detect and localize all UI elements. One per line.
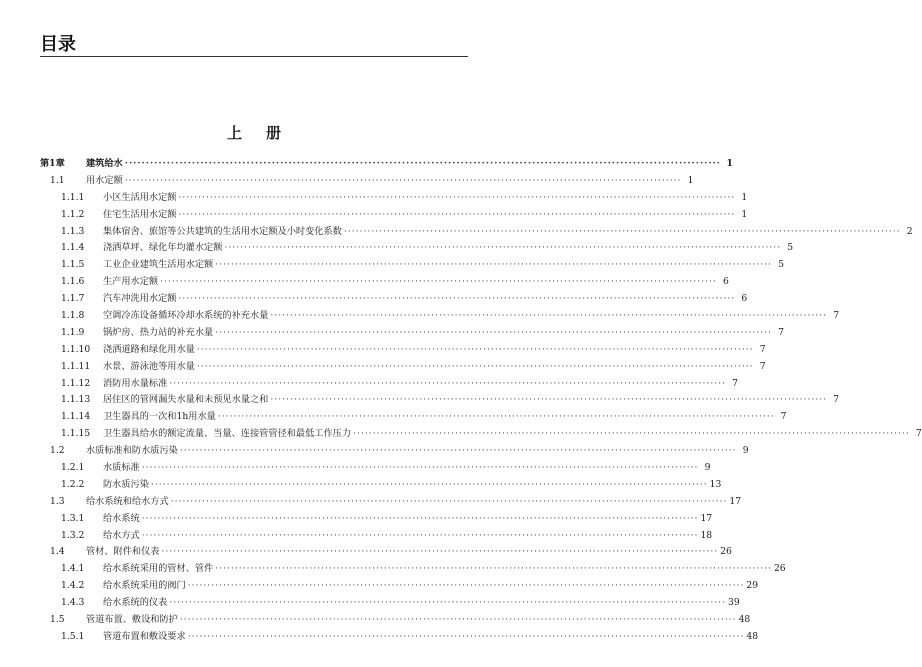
toc-leader-dots (151, 477, 708, 494)
toc-leader-dots (188, 578, 745, 595)
toc-entry-number: 1.5 (50, 614, 65, 626)
toc-entry-title: 锅炉房、热力站的补充水量 (103, 326, 214, 338)
toc-entry[interactable] (40, 595, 740, 612)
toc-leader-dots (215, 257, 772, 274)
toc-entry-page: 9 (742, 445, 749, 457)
toc-entry-number: 1.2.2 (61, 478, 85, 490)
toc-entry[interactable] (40, 629, 759, 646)
toc-entry-number: 1.5.1 (61, 630, 85, 642)
toc-entry-number: 1.1.4 (61, 242, 85, 254)
toc-entry-title: 工业企业建筑生活用水定额 (103, 259, 214, 271)
toc-entry-title: 集体宿舍、旅馆等公共建筑的生活用水定额及小时变化系数 (103, 225, 342, 237)
toc-entry-title: 给水系统采用的管材、管件 (103, 563, 214, 575)
toc-leader-dots (160, 274, 717, 291)
toc-entry-title: 给水方式 (103, 529, 140, 541)
toc-entry-page: 1 (741, 208, 748, 220)
toc-entry-number: 1.1.5 (61, 259, 85, 271)
toc-entry-number: 第1章 (40, 158, 65, 169)
toc-entry-title: 卫生器具的一次和1h用水量 (103, 411, 216, 423)
volume-title: 上册 (226, 124, 305, 142)
toc-entry-title: 生产用水定额 (103, 276, 159, 288)
toc-entry-page: 29 (746, 580, 759, 592)
toc-entry-title: 住宅生活用水定额 (103, 208, 177, 220)
toc-entry-number: 1.4.2 (61, 580, 85, 592)
toc-leader-dots (179, 291, 736, 308)
toc-entry-page: 5 (787, 242, 794, 254)
toc-leader-dots (215, 325, 772, 342)
toc-entry-number: 1.4.3 (61, 597, 85, 609)
toc-leader-dots (270, 392, 827, 409)
toc-entry-page: 48 (746, 630, 759, 642)
toc-entry-page: 17 (729, 495, 742, 507)
toc-entry-page: 7 (732, 377, 739, 389)
toc-entry[interactable] (40, 240, 794, 257)
toc-entry[interactable] (40, 426, 922, 443)
toc-entry[interactable] (40, 561, 786, 578)
toc-entry[interactable] (40, 494, 742, 511)
toc-entry-title: 用水定额 (86, 174, 123, 186)
toc-entry-page: 26 (720, 546, 732, 558)
toc-entry[interactable] (40, 511, 713, 528)
toc-entry[interactable] (40, 274, 729, 291)
toc-entry[interactable] (40, 409, 787, 426)
toc-entry-page: 7 (833, 310, 840, 322)
toc-entry-page: 1 (741, 191, 748, 203)
toc-leader-dots (215, 561, 772, 578)
toc-entry-number: 1.3 (50, 495, 65, 507)
toc-entry[interactable] (40, 460, 711, 477)
toc-leader-dots (224, 240, 781, 257)
toc-entry-number: 1.3.1 (61, 512, 85, 524)
toc-entry[interactable] (40, 544, 732, 561)
toc-entry-number: 1.2.1 (61, 462, 85, 474)
toc-leader-dots (125, 156, 721, 173)
toc-leader-dots (197, 359, 754, 376)
toc-leader-dots (218, 409, 775, 426)
toc-entry-number: 1.1 (50, 174, 65, 186)
toc-entry-title: 水景、游泳池等用水量 (103, 360, 195, 372)
toc-entry-number: 1.4.1 (61, 563, 85, 575)
toc-entry-title: 浇洒草坪、绿化年均灌水定额 (103, 242, 223, 254)
toc-entry[interactable] (40, 156, 733, 173)
toc-entry[interactable] (40, 578, 759, 595)
toc-entry-number: 1.1.6 (61, 276, 85, 288)
table-of-contents (40, 156, 922, 646)
toc-leader-dots (344, 224, 901, 241)
toc-entry[interactable] (40, 528, 713, 545)
toc-entry[interactable] (40, 477, 722, 494)
toc-entry-title: 汽车冲洗用水定额 (103, 293, 177, 305)
toc-entry[interactable] (40, 207, 748, 224)
toc-entry[interactable] (40, 190, 748, 207)
toc-leader-dots (188, 629, 745, 646)
toc-leader-dots (142, 511, 699, 528)
toc-entry[interactable] (40, 342, 766, 359)
toc-entry-number: 1.1.10 (61, 343, 91, 355)
toc-leader-dots (169, 376, 726, 393)
toc-entry-number: 1.1.8 (61, 310, 85, 322)
toc-entry[interactable] (40, 376, 739, 393)
toc-entry-number: 1.1.7 (61, 293, 85, 305)
toc-entry[interactable] (40, 392, 840, 409)
toc-entry-number: 1.1.3 (61, 225, 85, 237)
header-divider (40, 56, 468, 57)
toc-entry-page: 7 (759, 360, 766, 372)
toc-entry-page: 17 (700, 512, 713, 524)
toc-entry-title: 管道布置、敷设和防护 (86, 614, 178, 626)
toc-leader-dots (180, 443, 737, 460)
toc-entry-page: 7 (915, 428, 922, 440)
toc-entry-page: 39 (728, 597, 740, 609)
page-title: 目录 (40, 34, 76, 55)
toc-entry-title: 防水质污染 (103, 478, 149, 490)
toc-entry-page: 7 (833, 394, 840, 406)
toc-entry[interactable] (40, 173, 694, 190)
toc-leader-dots (142, 528, 699, 545)
toc-entry[interactable] (40, 359, 766, 376)
toc-entry-page: 1 (687, 174, 694, 186)
toc-leader-dots (353, 426, 910, 443)
toc-entry[interactable] (40, 257, 784, 274)
toc-entry-number: 1.3.2 (61, 529, 85, 541)
toc-leader-dots (180, 612, 737, 629)
toc-entry[interactable] (40, 291, 748, 308)
toc-entry-title: 管材、附件和仪表 (86, 546, 160, 558)
toc-entry-page: 2 (906, 225, 913, 237)
toc-entry-page: 7 (780, 411, 787, 423)
toc-entry-number: 1.1.11 (61, 360, 91, 372)
toc-leader-dots (162, 544, 719, 561)
toc-entry-number: 1.1.14 (61, 411, 91, 423)
toc-entry-title: 小区生活用水定额 (103, 191, 177, 203)
toc-entry[interactable] (40, 612, 751, 629)
toc-entry-number: 1.1.1 (61, 191, 85, 203)
toc-entry[interactable] (40, 443, 749, 460)
toc-entry-page: 7 (759, 343, 766, 355)
toc-entry[interactable] (40, 325, 784, 342)
toc-leader-dots (179, 207, 736, 224)
toc-leader-dots (142, 460, 699, 477)
toc-entry[interactable] (40, 308, 840, 325)
toc-entry-number: 1.1.9 (61, 326, 85, 338)
toc-entry-page: 9 (704, 462, 711, 474)
toc-entry-number: 1.1.2 (61, 208, 85, 220)
toc-entry-page: 26 (773, 563, 786, 575)
toc-entry-title: 浇洒道路和绿化用水量 (103, 343, 195, 355)
toc-entry-page: 6 (741, 293, 748, 305)
toc-entry-title: 水质标准和防水质污染 (86, 445, 178, 457)
toc-entry-page: 48 (738, 614, 751, 626)
toc-leader-dots (270, 308, 827, 325)
toc-entry-title: 卫生器具给水的额定流量、当量、连接管管径和最低工作压力 (103, 428, 352, 440)
toc-entry-number: 1.1.15 (61, 428, 91, 440)
toc-entry-title: 空调冷冻设备循环冷却水系统的补充水量 (103, 310, 269, 322)
toc-entry-number: 1.4 (50, 546, 65, 558)
toc-entry-title: 水质标准 (103, 462, 140, 474)
toc-entry-page: 6 (722, 276, 729, 288)
toc-entry-page: 13 (709, 478, 722, 490)
toc-entry-title: 给水系统的仪表 (103, 597, 168, 609)
toc-entry-number: 1.1.13 (61, 394, 91, 406)
toc-entry-number: 1.1.12 (61, 377, 91, 389)
toc-entry-page: 1 (726, 158, 733, 169)
toc-leader-dots (197, 342, 754, 359)
toc-leader-dots (169, 595, 726, 612)
toc-entry-title: 消防用水量标准 (103, 377, 168, 389)
toc-entry-title: 居住区的管网漏失水量和未预见水量之和 (103, 394, 269, 406)
toc-leader-dots (179, 190, 736, 207)
toc-entry-title: 管道布置和敷设要求 (103, 630, 186, 642)
toc-leader-dots (171, 494, 728, 511)
toc-entry-number: 1.2 (50, 445, 65, 457)
toc-leader-dots (125, 173, 682, 190)
toc-entry[interactable] (40, 224, 913, 241)
toc-entry-page: 7 (778, 326, 784, 338)
toc-entry-page: 18 (700, 529, 713, 541)
toc-entry-title: 建筑给水 (86, 158, 123, 169)
toc-entry-page: 5 (778, 259, 784, 271)
toc-entry-title: 给水系统采用的阀门 (103, 580, 186, 592)
toc-entry-title: 给水系统 (103, 512, 140, 524)
toc-entry-title: 给水系统和给水方式 (86, 495, 169, 507)
